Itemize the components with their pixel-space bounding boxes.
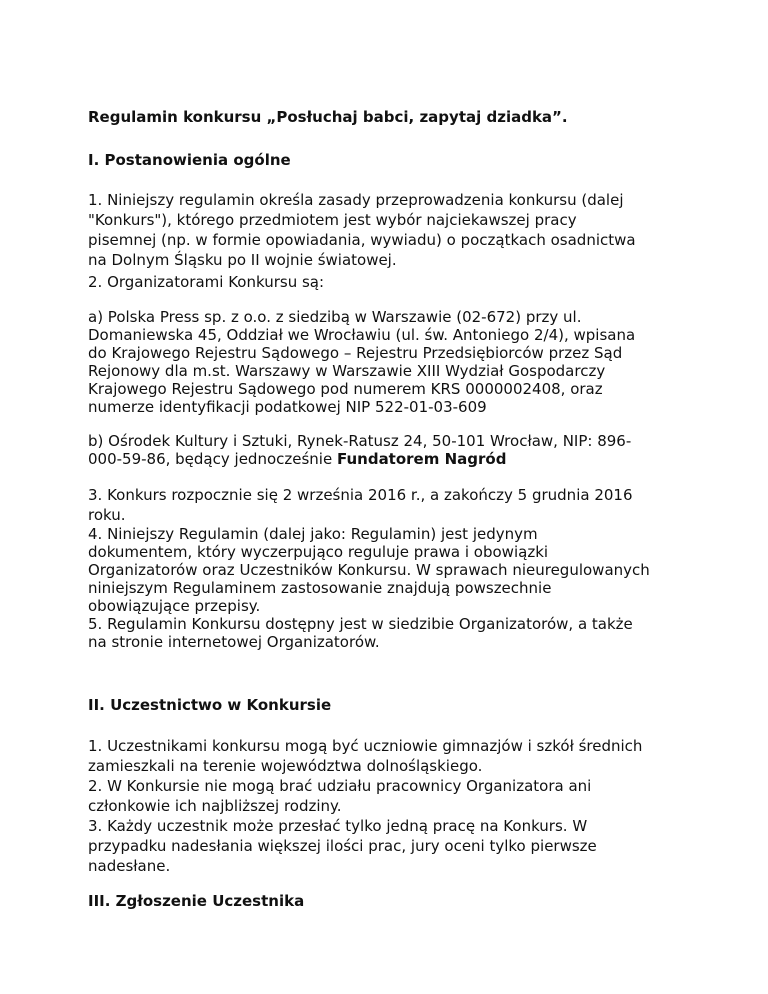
paragraph-line: 1. Uczestnikami konkursu mogą być uczniowie gimnazjów i szkół średnich — [88, 737, 643, 755]
paragraph-line: 4. Niniejszy Regulamin (dalej jako: Regulamin) jest jedynym — [88, 525, 538, 543]
paragraph-line: a) Polska Press sp. z o.o. z siedzibą w Warszawie (02-672) przy ul. — [88, 308, 582, 326]
paragraph-line: obowiązujące przepisy. — [88, 597, 261, 615]
paragraph-line: pisemnej (np. w formie opowiadania, wywiadu) o początkach osadnictwa — [88, 231, 636, 249]
paragraph-text: 000-59-86, będący jednocześnie — [88, 450, 337, 468]
paragraph-line: b) Ośrodek Kultury i Sztuki, Rynek-Ratusz 24, 50-101 Wrocław, NIP: 896- — [88, 432, 632, 450]
paragraph-line — [88, 450, 506, 468]
paragraph-line: Krajowego Rejestru Sądowego pod numerem KRS 0000002408, oraz — [88, 380, 603, 398]
paragraph-line: przypadku nadesłania większej ilości prac, jury oceni tylko pierwsze — [88, 837, 597, 855]
paragraph-line: do Krajowego Rejestru Sądowego – Rejestru Przedsiębiorców przez Sąd — [88, 344, 623, 362]
section-heading-2: II. Uczestnictwo w Konkursie — [88, 696, 332, 714]
paragraph-line: "Konkurs"), którego przedmiotem jest wybór najciekawszej pracy — [88, 211, 577, 229]
paragraph-line: na stronie internetowej Organizatorów. — [88, 633, 380, 651]
paragraph-line: 2. W Konkursie nie mogą brać udziału pracownicy Organizatora ani — [88, 777, 592, 795]
paragraph-line: niniejszym Regulaminem zastosowanie znajdują powszechnie — [88, 579, 552, 597]
paragraph-line: Domaniewska 45, Oddział we Wrocławiu (ul. św. Antoniego 2/4), wpisana — [88, 326, 636, 344]
paragraph-line: 2. Organizatorami Konkursu są: — [88, 273, 325, 291]
paragraph-line: 3. Każdy uczestnik może przesłać tylko jedną pracę na Konkurs. W — [88, 817, 588, 835]
section-heading-1: I. Postanowienia ogólne — [88, 151, 291, 169]
paragraph-line: na Dolnym Śląsku po II wojnie światowej. — [88, 251, 397, 269]
paragraph-line: 1. Niniejszy regulamin określa zasady przeprowadzenia konkursu (dalej — [88, 191, 624, 209]
paragraph-line: zamieszkali na terenie województwa dolnośląskiego. — [88, 757, 483, 775]
paragraph-line: 5. Regulamin Konkursu dostępny jest w siedzibie Organizatorów, a także — [88, 615, 633, 633]
document-title: Regulamin konkursu „Posłuchaj babci, zapytaj dziadka”. — [88, 108, 568, 126]
paragraph-line: członkowie ich najbliższej rodziny. — [88, 797, 342, 815]
bold-text: Fundatorem Nagród — [336, 450, 507, 468]
paragraph-line: dokumentem, który wyczerpująco reguluje prawa i obowiązki — [88, 543, 549, 561]
paragraph-line: 3. Konkurs rozpocznie się 2 września 2016 r., a zakończy 5 grudnia 2016 — [88, 486, 633, 504]
section-heading-3: III. Zgłoszenie Uczestnika — [88, 892, 305, 910]
paragraph-line: Organizatorów oraz Uczestników Konkursu. W sprawach nieuregulowanych — [88, 561, 650, 579]
paragraph-line: numerze identyfikacji podatkowej NIP 522-01-03-609 — [88, 398, 487, 416]
paragraph-line: roku. — [88, 506, 126, 524]
paragraph-line: nadesłane. — [88, 857, 171, 875]
paragraph-line: Rejonowy dla m.st. Warszawy w Warszawie XIII Wydział Gospodarczy — [88, 362, 606, 380]
